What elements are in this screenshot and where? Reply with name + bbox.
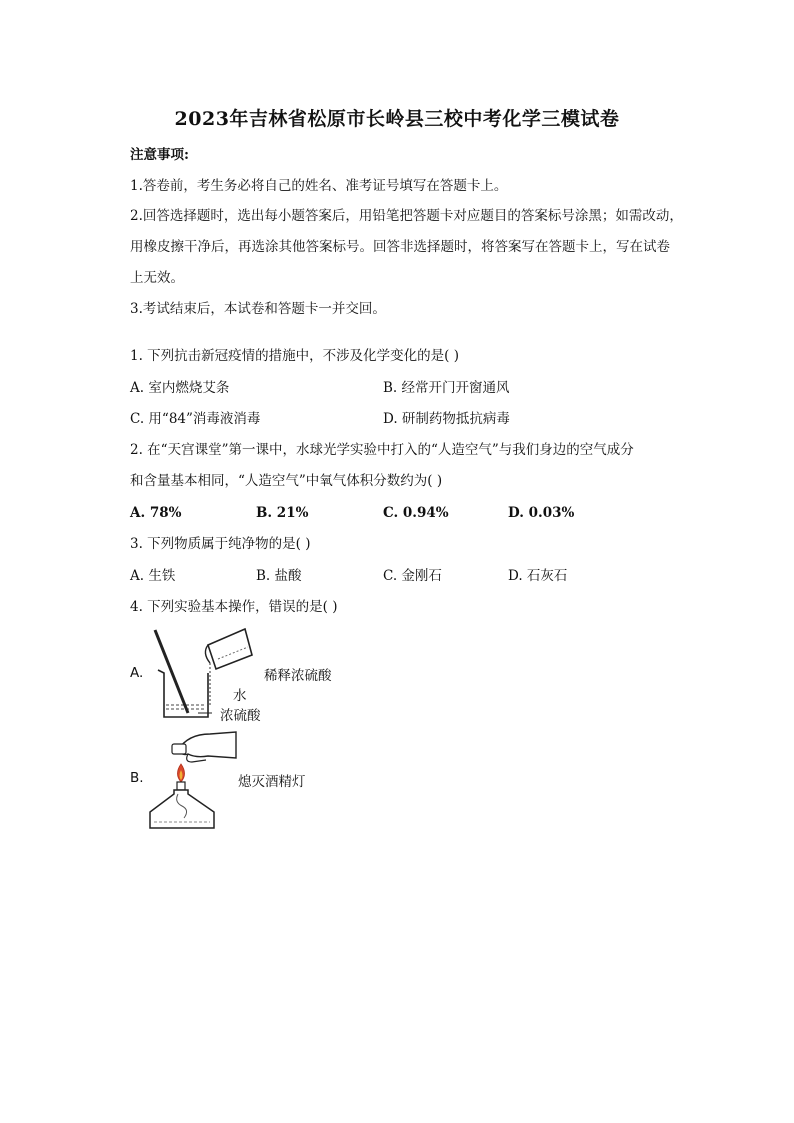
question-1-option-b: B. 经常开门开窗通风	[383, 380, 510, 396]
question-1-option-c: C. 用“84”消毒液消毒	[130, 411, 261, 427]
question-2-option-b: B. 21%	[256, 505, 309, 521]
question-3-option-a: A. 生铁	[130, 568, 176, 584]
notice-item-2: 2.回答选择题时，选出每小题答案后，用铅笔把答题卡对应题目的答案标号涂黑；如需改动，	[130, 208, 683, 224]
question-1-option-a: A. 室内燃烧艾条	[130, 380, 230, 396]
question-4-option-a-letter: A.	[130, 665, 144, 681]
notice-item-2-end: 上无效。	[130, 270, 184, 286]
question-4-option-b-letter: B.	[130, 770, 144, 786]
question-2-stem: 2. 在“天宫课堂”第一课中，水球光学实验中打入的“人造空气”与我们身边的空气成分	[130, 442, 634, 458]
question-2-option-a: A. 78%	[130, 505, 182, 521]
notice-item-1: 1.答卷前，考生务必将自己的姓名、准考证号填写在答题卡上。	[130, 178, 508, 194]
question-1-option-d: D. 研制药物抵抗病毒	[383, 411, 510, 427]
question-2-option-d: D. 0.03%	[508, 505, 575, 521]
water-label: 水	[233, 688, 247, 704]
acid-label: 浓硫酸	[220, 708, 261, 724]
notice-item-2-cont: 用橡皮擦干净后，再选涂其他答案标号。回答非选择题时，将答案写在答题卡上，写在试卷	[130, 239, 670, 255]
question-4-stem: 4. 下列实验基本操作，错误的是( )	[130, 599, 338, 615]
page-title: 2023年吉林省松原市长岭县三校中考化学三模试卷	[174, 108, 620, 130]
question-2-stem-cont: 和含量基本相同，“人造空气”中氧气体积分数约为( )	[130, 473, 443, 489]
question-3-stem: 3. 下列物质属于纯净物的是( )	[130, 536, 311, 552]
question-3-option-d: D. 石灰石	[508, 568, 568, 584]
alcohol-lamp-illustration	[148, 728, 238, 833]
notice-heading: 注意事项:	[130, 147, 189, 163]
question-3-option-b: B. 盐酸	[256, 568, 302, 584]
notice-item-3: 3.考试结束后，本试卷和答题卡一并交回。	[130, 301, 386, 317]
question-1-stem: 1. 下列抗击新冠疫情的措施中，不涉及化学变化的是( )	[130, 348, 459, 364]
question-3-option-c: C. 金刚石	[383, 568, 442, 584]
question-4-option-a-caption: 稀释浓硫酸	[264, 668, 332, 684]
question-2-option-c: C. 0.94%	[383, 505, 449, 521]
question-4-option-b-caption: 熄灭酒精灯	[238, 774, 306, 790]
